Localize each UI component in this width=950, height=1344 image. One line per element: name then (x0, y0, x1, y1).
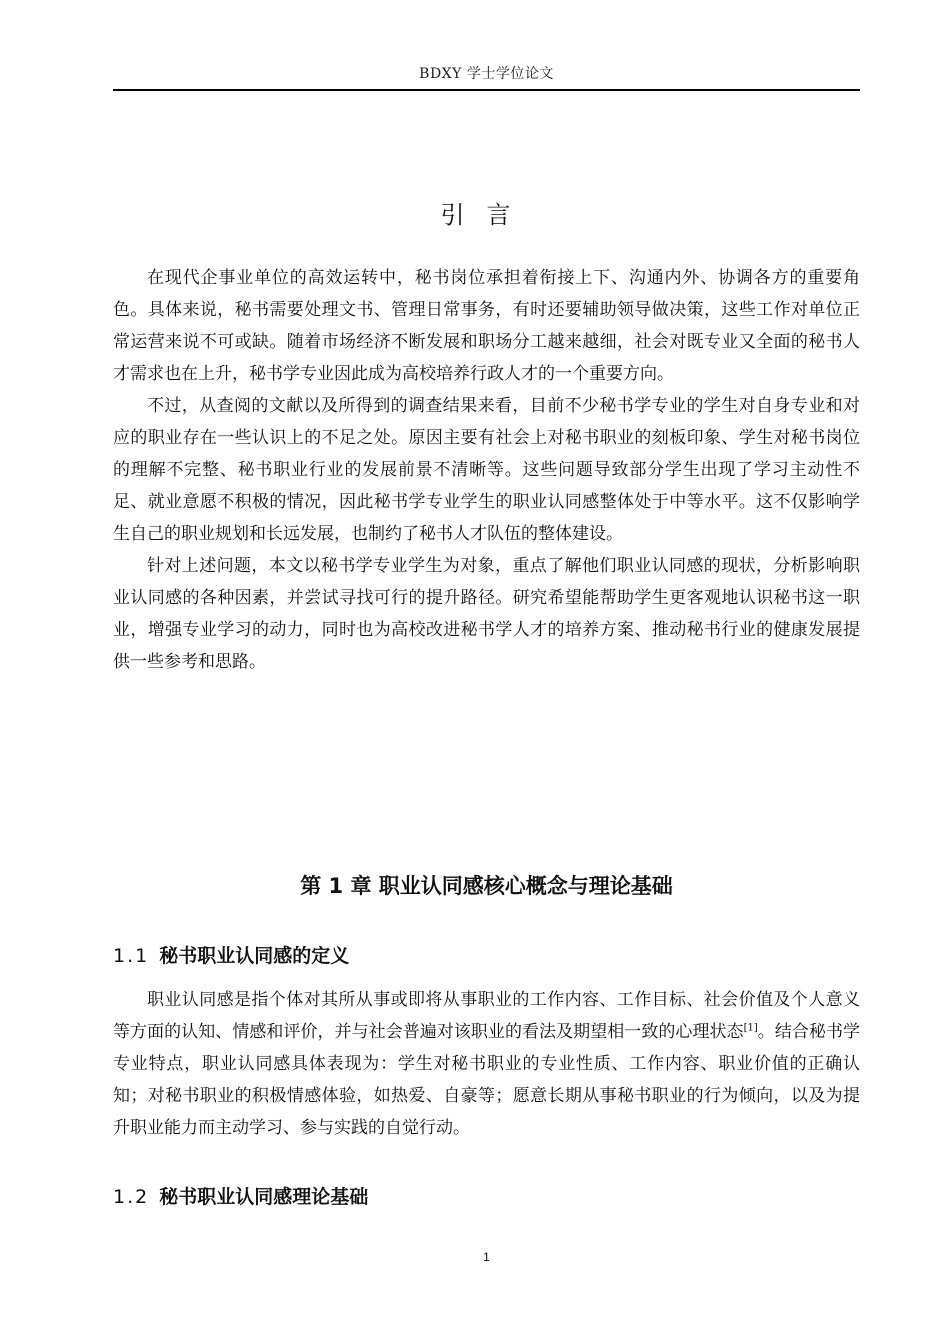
chapter-heading: 第 1 章 职业认同感核心概念与理论基础 (300, 874, 673, 898)
section-title: 秘书职业认同感的定义 (159, 945, 350, 967)
section-heading-1-1 (113, 938, 860, 974)
running-header: BDXY 学士学位论文 (419, 66, 554, 82)
intro-paragraph-2: 不过，从查阅的文献以及所得到的调查结果来看，目前不少秘书学专业的学生对自身专业和对应的职业存在一些认识上的不足之处。原因主要有社会上对秘书职业的刻板印象、学生对秘书岗位的理解不完整、秘书职业行业的发展前景不清晰等。这些问题导致部分学生出现了学习主动性不足、就业意愿不积极的情况，因此秘书学专业学生的职业认同感整体处于中等水平。这不仅影响学生自己的职业规划和长远发展，也制约了秘书人才队伍的整体建设。 (113, 396, 860, 544)
section-number: 1.2 (113, 1186, 150, 1208)
intro-body (113, 262, 860, 678)
intro-paragraph-3: 针对上述问题，本文以秘书学专业学生为对象，重点了解他们职业认同感的现状，分析影响职业认同感的各种因素，并尝试寻找可行的提升路径。研究希望能帮助学生更客观地认识秘书这一职业，增强专业学习的动力，同时也为高校改进秘书学人才的培养方案、推动秘书行业的健康发展提供一些参考和思路。 (113, 556, 860, 672)
definition-text-part-1: 职业认同感是指个体对其所从事或即将从事职业的工作内容、工作目标、社会价值及个人意义等方面的认知、情感和评价，并与社会普遍对该职业的看法及期望相一致的心理状态 (113, 990, 860, 1042)
definition-paragraph (113, 984, 860, 1144)
header-divider (113, 89, 860, 91)
section-heading-1-2 (113, 1179, 860, 1215)
citation-marker[interactable]: [1] (743, 1022, 758, 1034)
definition-body (113, 984, 860, 1144)
intro-heading: 引言 (440, 201, 533, 229)
intro-paragraph-1: 在现代企事业单位的高效运转中，秘书岗位承担着衔接上下、沟通内外、协调各方的重要角色。具体来说，秘书需要处理文书、管理日常事务，有时还要辅助领导做决策，这些工作对单位正常运营来说不可或缺。随着市场经济不断发展和职场分工越来越细，社会对既专业又全面的秘书人才需求也在上升，秘书学专业因此成为高校培养行政人才的一个重要方向。 (113, 268, 860, 384)
section-number: 1.1 (113, 945, 150, 967)
section-title: 秘书职业认同感理论基础 (159, 1186, 369, 1208)
page-number: 1 (483, 1250, 490, 1264)
definition-text-part-2: 。结合秘书学专业特点，职业认同感具体表现为：学生对秘书职业的专业性质、工作内容、职业价值的正确认知；对秘书职业的积极情感体验，如热爱、自豪等；愿意长期从事秘书职业的行为倾向，以及为提升职业能力而主动学习、参与实践的自觉行动。 (113, 1022, 861, 1138)
